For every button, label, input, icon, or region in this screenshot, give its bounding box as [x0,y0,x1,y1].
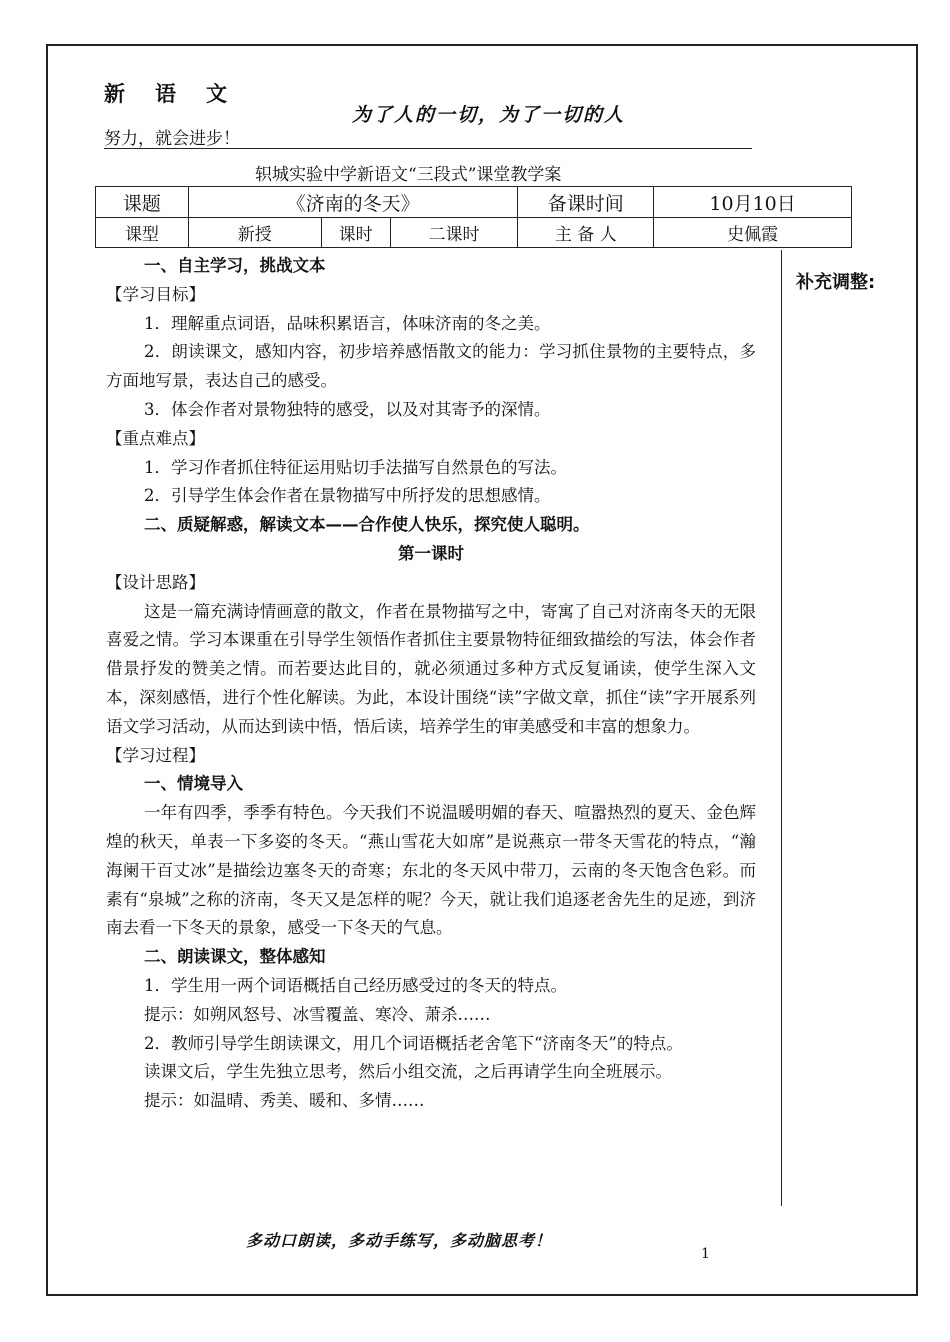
prep-time-value: 10月10日 [654,187,852,218]
design-heading: 【设计思路】 [106,572,205,592]
key-point-2: 2．引导学生体会作者在景物描写中所抒发的思想感情。 [144,486,551,506]
goal-1: 1．理解重点词语，品味积累语言，体味济南的冬之美。 [144,313,551,333]
key-point-1: 1．学习作者抓住特征运用贴切手法描写自然景色的写法。 [144,457,567,477]
design-paragraph: 这是一篇充满诗情画意的散文，作者在景物描写之中，寄寓了自己对济南冬天的无限喜爱之情。学习本课重在引导学生领悟作者抓住主要景物特征细致描绘的写法，体会作者借景抒发的赞美之情。而若要达此目的，就必须通过多种方式反复诵读，使学生深入文本，深刻感悟，进行个性化解读。为此，本设计围绕“读”字做文章，抓住“读”字开展系列语文学习活动，从而达到读中悟，悟后读，培养学生的审美感受和丰富的想象力。 [106,601,756,736]
brand-title: 新语文 [104,82,257,106]
step-2-title: 二、朗读课文，整体感知 [144,947,326,967]
goal-2: 2．朗读课文，感知内容，初步培养感悟散文的能力：学习抓住景物的主要特点，多方面地写景，表达自己的感受。 [106,342,756,391]
step-2-item-2: 2．教师引导学生朗读课文，用几个词语概括老舍笔下“济南冬天”的特点。 [144,1033,683,1053]
section-2-title: 二、质疑解惑，解读文本——合作使人快乐，探究使人聪明。 [144,515,590,535]
section-1-title: 一、自主学习，挑战文本 [144,256,326,275]
period-value: 二课时 [390,218,518,248]
period-label: 课时 [321,218,390,248]
step-1-title: 一、情境导入 [144,774,243,794]
footer-slogan: 多动口朗读，多动手练写，多动脑思考！ [246,1231,553,1250]
lesson-1-heading: 第一课时 [398,543,464,563]
prep-time-label: 备课时间 [518,187,654,218]
goals-heading: 【学习目标】 [106,284,205,304]
sidebar-divider [781,250,782,1206]
page-number: 1 [701,1246,710,1262]
step-2-paragraph: 读课文后，学生先独立思考，然后小组交流，之后再请学生向全班展示。 [144,1062,672,1082]
step-1-paragraph: 一年有四季，季季有特色。今天我们不说温暖明媚的春天、喧嚣热烈的夏天、金色辉煌的秋天，单表一下多姿的冬天。“燕山雪花大如席”是说燕京一带冬天雪花的特点，“瀚海阑干百丈冰”是描绘边塞冬天的奇寒；东北的冬天风中带刀，云南的冬天饱含色彩。而素有“泉城”之称的济南，冬天又是怎样的呢？今天，就让我们追逐老舍先生的足迹，到济南去看一下冬天的景象，感受一下冬天的气息。 [106,803,756,938]
preparer-value: 史佩霞 [654,218,852,248]
lesson-info-table [95,186,852,248]
topic-value: 《济南的冬天》 [188,187,518,218]
step-2-hint-1: 提示：如朔风怒号、冰雪覆盖、寒冷、萧杀…… [144,1004,491,1024]
header-divider [104,148,752,149]
main-content [106,252,756,1116]
topic-label: 课题 [96,187,189,218]
sidebar-label: 补充调整: [796,272,876,293]
preparer-label: 主 备 人 [518,218,654,248]
type-value: 新授 [188,218,321,248]
info-row-2 [96,218,852,248]
document-title: 轵城实验中学新语文“三段式”课堂教学案 [255,165,562,185]
header-motto: 努力，就会进步！ [104,129,240,149]
header-slogan: 为了人的一切，为了一切的人 [352,104,626,126]
info-row-1 [96,187,852,218]
step-2-item-1: 1．学生用一两个词语概括自己经历感受过的冬天的特点。 [144,975,567,995]
key-points-heading: 【重点难点】 [106,428,205,448]
type-label: 课型 [96,218,189,248]
process-heading: 【学习过程】 [106,745,205,765]
step-2-hint-2: 提示：如温晴、秀美、暖和、多情…… [144,1091,425,1111]
goal-3: 3．体会作者对景物独特的感受，以及对其寄予的深情。 [144,399,551,419]
